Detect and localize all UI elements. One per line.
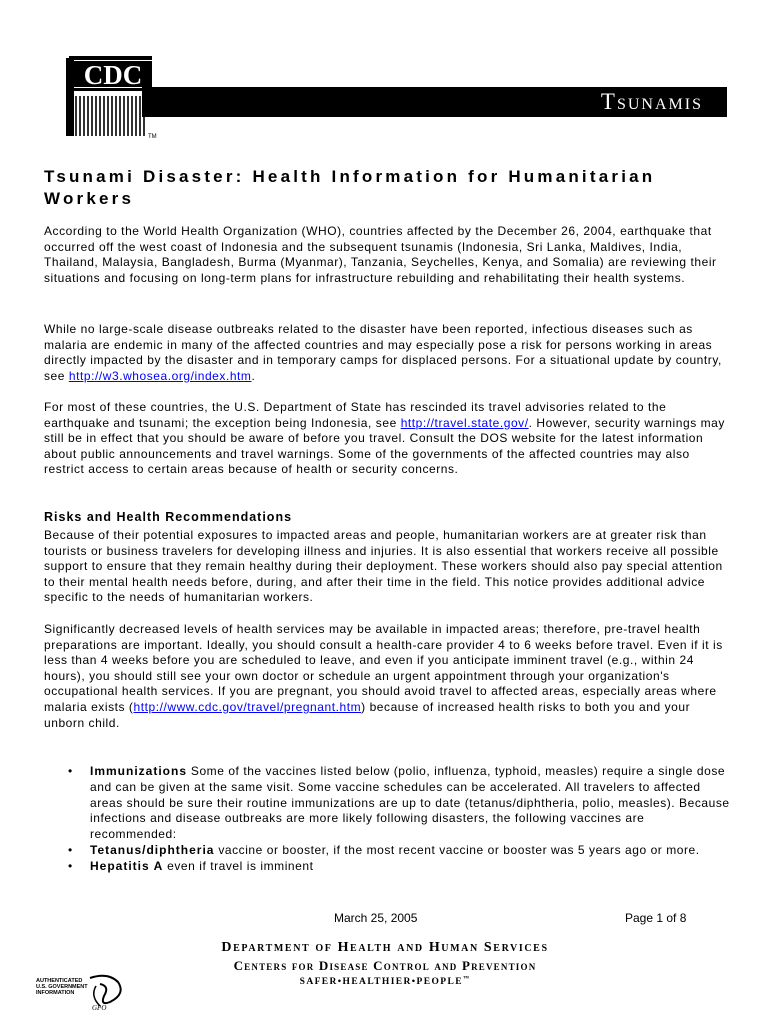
gpo-line: AUTHENTICATED <box>36 978 83 984</box>
paragraph-text: While no large-scale disease outbreaks related to the disaster have been reported, infectious diseases such as malaria are endemic in many of the affected countries and may especially pose a risk for persons working in areas directly impacted by the disaster and in temporary camps for displaced persons. For a situational update by country, see <box>44 322 722 383</box>
tagline-trademark: ™ <box>462 976 471 982</box>
bullet-icon: • <box>68 842 73 857</box>
paragraph-text-end: . <box>251 368 256 383</box>
list-item-text: vaccine or booster, if the most recent vaccine or booster was 5 years ago or more. <box>214 842 700 857</box>
list-item-term: Tetanus/diphtheria <box>90 842 215 857</box>
paragraph-text: Significantly decreased levels of health services may be available in impacted areas; therefore, pre-travel health preparations are important. Ideally, you should consult a health-care provider 4 to 6 weeks before travel. Even if it is less than 4 weeks before you are scheduled to leave, and even if you anticipate imminent travel (e.g., within 24 hours), you should still see your own doctor or schedule an urgent appointment through your organization's occupational health services. If you are pregnant, you should avoid travel to affected areas, especially areas where malaria exists ( <box>44 622 723 714</box>
state-dept-link[interactable]: http://travel.state.gov/ <box>400 415 529 430</box>
list-item <box>44 859 734 875</box>
bullet-icon: • <box>68 764 73 778</box>
gpo-line: INFORMATION <box>36 990 75 996</box>
section-heading: Risks and Health Recommendations <box>44 510 293 524</box>
banner-title: Tsunamis <box>600 89 703 114</box>
gpo-label <box>36 978 88 996</box>
bullet-icon: • <box>68 858 73 873</box>
list-item-term: Immunizations <box>90 764 188 778</box>
department-name: Department of Health and Human Services <box>221 940 549 955</box>
list-item-text: Some of the vaccines listed below (polio, influenza, typhoid, measles) require a single dose and can be given at the same visit. Some vaccine schedules can be accelerated. All travelers to affected areas should be sure their routine immunizations are up to date (tetanus/diphtheria, polio, measles). Because infections and disease outbreaks are more likely following disasters, the following vaccines are recommended: <box>90 764 730 842</box>
cdc-logo <box>66 52 152 140</box>
tagline-text: SAFER•HEALTHIER•PEOPLE <box>299 977 463 988</box>
svg-text:GPO: GPO <box>92 1004 107 1012</box>
recommendations-list <box>44 764 734 875</box>
who-link[interactable]: http://w3.whosea.org/index.htm <box>68 368 252 383</box>
paragraph-preparations <box>44 622 734 731</box>
paragraph-disease-risk <box>44 322 734 384</box>
page-number: Page 1 of 8 <box>625 911 687 925</box>
paragraph-text-end: ) because of increased health risks to both you and your unborn child. <box>44 699 691 730</box>
paragraph-text: For most of these countries, the U.S. Department of State has rescinded its travel advisories related to the earthquake and tsunami; the exception being Indonesia, see <box>44 400 667 430</box>
paragraph-risks: Because of their potential exposures to impacted areas and people, humanitarian workers are at greater risk than tourists or business travelers for developing illness and injuries. It is also essential that workers receive all possible support to ensure that they remain healthy during their deployment. These workers should also pay special attention to their mental health needs before, during, and after their time in the field. This notice provides additional advice specific to the needs of humanitarian workers. <box>44 528 723 605</box>
list-item <box>44 843 734 859</box>
footer-date: March 25, 2005 <box>334 911 418 925</box>
pregnant-travel-link[interactable]: http://www.cdc.gov/travel/pregnant.htm <box>133 699 362 714</box>
paragraph-travel-advisories <box>44 400 734 478</box>
agency-name: Centers for Disease Control and Prevention <box>233 958 537 973</box>
header-banner <box>142 87 727 117</box>
page-title: Tsunami Disaster: Health Information for Humanitarian Workers <box>44 167 656 208</box>
paragraph-intro: According to the World Health Organization (WHO), countries affected by the December 26, 2004, earthquake that occurred off the west coast of Indonesia and the subsequent tsunamis (Indonesia, Sri Lanka, Maldives, India, Thailand, Malaysia, Bangladesh, Burma (Myanmar), Tanzania, Seychelles, Kenya, and Somalia) are reviewing their situations and focusing on long-term plans for infrastructure rebuilding and rehabilitating their health systems. <box>44 224 717 285</box>
list-item-term: Hepatitis A <box>90 858 164 873</box>
list-item <box>44 764 734 843</box>
paragraph-text-end: . However, security warnings may still be in effect that you should be aware of before you travel. Consult the DOS website for the latest information about public announcements and travel warnings. Some of the governments of the affected countries may also restrict access to certain areas because of health or security concerns. <box>44 415 725 477</box>
list-item-text: even if travel is imminent <box>163 858 314 873</box>
logo-trademark: TM <box>148 134 157 140</box>
gpo-line: U.S. GOVERNMENT <box>36 984 88 990</box>
svg-text:CDC: CDC <box>83 60 143 90</box>
